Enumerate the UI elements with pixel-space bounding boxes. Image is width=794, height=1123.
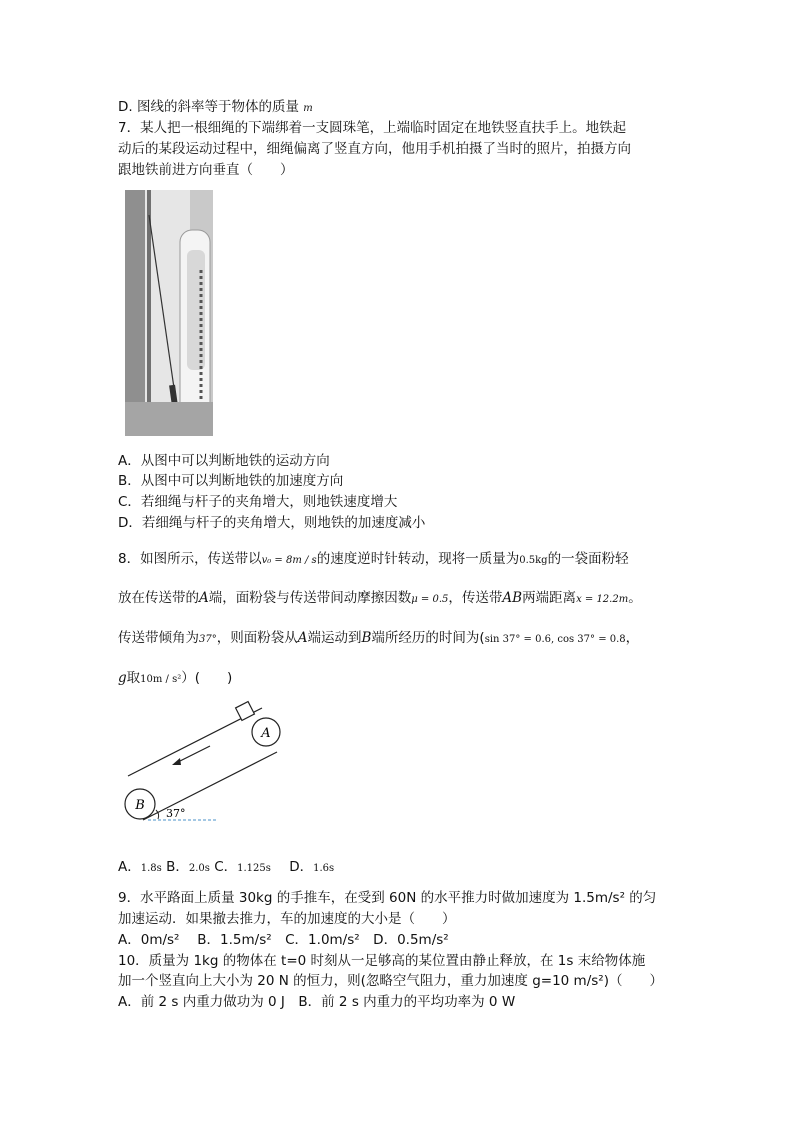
q6-mass-symbol: m (303, 103, 313, 114)
q7-option-c: C．若细绳与杆子的夹角增大，则地铁速度增大 (118, 494, 398, 510)
q8-option-a-label: A． (118, 859, 141, 875)
q7-option-b: B．从图中可以判断地铁的加速度方向 (118, 473, 344, 489)
label-b: B (135, 798, 145, 813)
q7-stem-line2: 动后的某段运动过程中，细绳偏离了竖直方向，他用手机拍摄了当时的照片，拍摄方向 (118, 141, 631, 157)
q7-stem-line1: 7．某人把一根细绳的下端绑着一支圆珠笔，上端临时固定在地铁竖直扶手上。地铁起 (118, 120, 627, 136)
q8-text: 的速度逆时针转动，现将一质量为 (316, 551, 520, 567)
q8-text: 端，面粉袋与传送带间动摩擦因数 (208, 590, 412, 606)
q8-g-value: 10m / s² (140, 674, 182, 685)
label-a: A (261, 726, 271, 741)
q8-option-a-value: 1.8s (140, 863, 162, 874)
q8-text: ， (625, 630, 640, 646)
q8-text: 端所经历的时间为( (371, 630, 485, 646)
q8-text: 端运动到 (307, 630, 362, 646)
q8-v0: v₀ = 8m / s (261, 555, 317, 566)
q8-option-b-label: B． (166, 859, 189, 875)
q8-text: 。 (628, 590, 642, 606)
subway-pen-photo (125, 190, 213, 436)
flour-bag (236, 702, 255, 721)
q8-mu: μ = 0.5 (411, 594, 449, 605)
q6-option-d-text: D. 图线的斜率等于物体的质量 (118, 99, 299, 115)
q8-g: g (118, 670, 127, 686)
q8-point-b: B (361, 630, 372, 646)
q8-text: 放在传送带的 (118, 590, 199, 606)
q8-text: 8．如图所示，传送带以 (118, 551, 262, 567)
q8-option-d-value: 1.6s (313, 863, 335, 874)
q8-ab: AB (502, 590, 523, 606)
q8-text: ，传送带 (448, 590, 503, 606)
q7-option-a: A．从图中可以判断地铁的运动方向 (118, 453, 330, 469)
q8-text: 取 (126, 670, 141, 686)
q10-stem-line2: 加一个竖直向上大小为 20 N 的恒力，则(忽略空气阻力，重力加速度 g=10 m/s²)（ ） (118, 973, 663, 989)
q8-option-c-label: C． (214, 859, 238, 875)
q8-options (118, 857, 334, 879)
q8-point-a: A (199, 590, 209, 606)
q8-option-d-label: D． (289, 859, 314, 875)
q8-angle: 37° (199, 634, 217, 645)
q8-text: 两端距离 (522, 590, 577, 606)
q8-text: ，则面粉袋从 (216, 630, 298, 646)
q8-stem-line3 (118, 628, 639, 650)
q7-option-d: D．若细绳与杆子的夹角增大，则地铁的加速度减小 (118, 515, 426, 531)
q8-text: 的一袋面粉轻 (547, 551, 629, 567)
q9-options: A．0m/s² B．1.5m/s² C．1.0m/s² D．0.5m/s² (118, 932, 449, 948)
q6-option-d (118, 97, 313, 119)
q10-stem-line1: 10．质量为 1kg 的物体在 t=0 时刻从一足够高的某位置由静止释放，在 1s 末给物体施 (118, 953, 646, 969)
q8-point-a: A (297, 630, 308, 646)
q8-stem-line1 (118, 549, 629, 571)
conveyor-belt-diagram (118, 700, 298, 825)
label-angle: 37° (166, 807, 186, 820)
q8-text: ）( ) (181, 670, 233, 686)
q8-distance: x = 12.2m (576, 594, 629, 605)
q9-stem-line2: 加速运动．如果撤去推力，车的加速度的大小是（ ） (118, 911, 456, 927)
q8-mass: 0.5kg (519, 555, 548, 566)
q8-option-c-value: 1.125s (237, 863, 271, 874)
belt-bottom-edge (143, 752, 277, 820)
q8-stem-line2 (118, 588, 642, 610)
arrow-head (172, 758, 181, 765)
q8-text: 传送带倾角为 (118, 630, 199, 646)
q8-trig-values: sin 37° = 0.6, cos 37° = 0.8 (484, 634, 626, 645)
angle-arc (156, 810, 159, 819)
q7-stem-line3: 跟地铁前进方向垂直（ ） (118, 162, 294, 178)
q9-stem-line1: 9．水平路面上质量 30kg 的手推车，在受到 60N 的水平推力时做加速度为 1.5m/s² 的匀 (118, 890, 657, 906)
q10-options-ab: A．前 2 s 内重力做功为 0 J B．前 2 s 内重力的平均功率为 0 W (118, 994, 516, 1010)
q8-option-b-value: 2.0s (188, 863, 210, 874)
q8-stem-line4 (118, 668, 232, 690)
